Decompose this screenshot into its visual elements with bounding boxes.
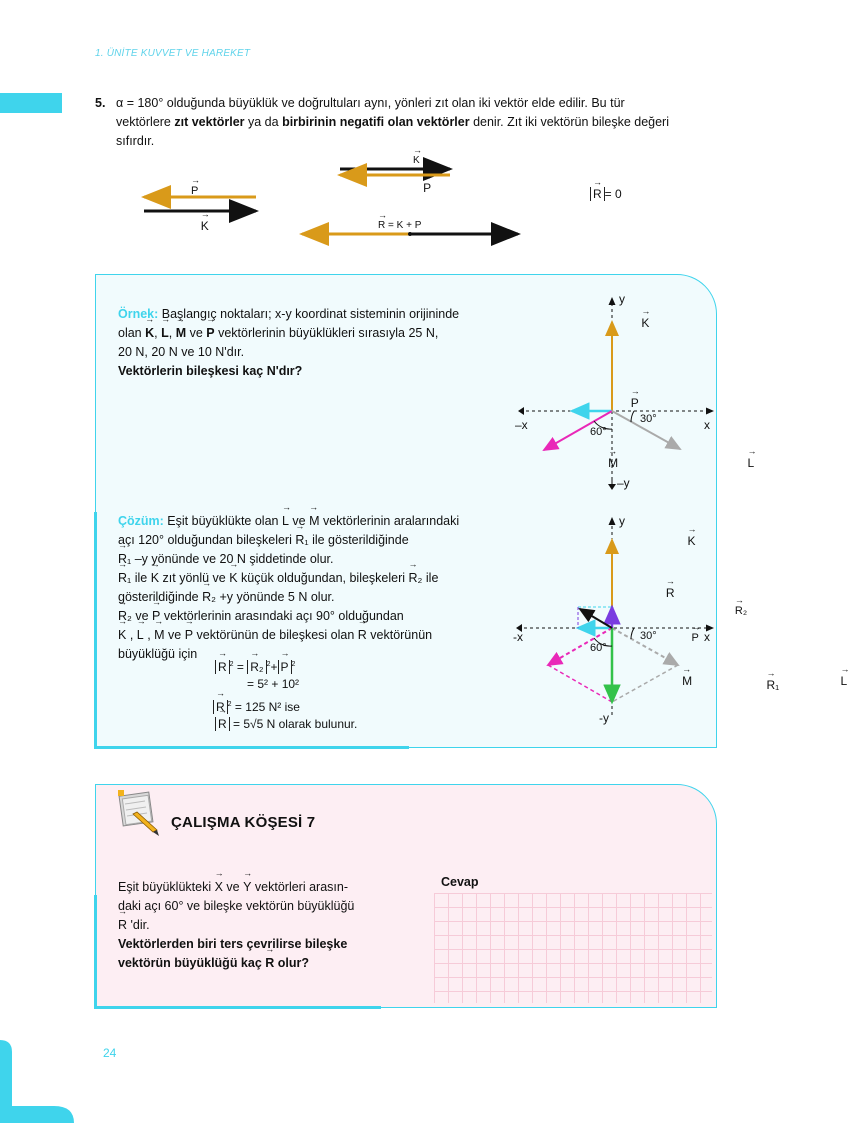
answer-label: Cevap	[441, 875, 479, 889]
equation-1: → R $^2$ = → R₂ $^2$+→ P $^2$	[215, 655, 295, 677]
workcorner-title: ÇALIŞMA KÖŞESİ 7	[171, 814, 316, 831]
example-negx-label: –x	[515, 418, 528, 432]
label-p-center: → P	[423, 181, 431, 195]
solution-p-label: → P	[691, 632, 698, 644]
section5-line3: sıfırdır.	[116, 134, 155, 148]
answer-grid[interactable]	[434, 893, 712, 1003]
example-y-label: y	[619, 292, 625, 306]
solution-l-label: → L	[841, 674, 848, 688]
example-angle30: 30°	[640, 413, 657, 425]
solution-k-label: → K	[688, 534, 696, 548]
example-question: Vektörlerin bileşkesi kaç N'dır?	[118, 364, 303, 378]
example-k-label: → K	[641, 316, 649, 330]
workcorner-question-2: vektörün büyüklüğü kaç → R olur?	[118, 954, 309, 973]
solution-title: Çözüm:	[118, 514, 164, 528]
equation-4: → R = 5√5 N olarak bulunur.	[215, 715, 357, 734]
example-negy-label: –y	[617, 476, 630, 490]
equation-2: = 5² + 10²	[247, 677, 300, 691]
label-k-center: → K	[413, 155, 420, 166]
example-box-left-accent	[94, 512, 97, 748]
label-resultant-sum: → R = K + P	[378, 220, 421, 231]
pencil-notebook-icon	[115, 790, 163, 838]
solution-angle60: 60°	[590, 642, 607, 654]
left-tab-marker	[0, 93, 62, 113]
bottom-left-corner-decoration	[0, 1040, 74, 1123]
solution-negy-label: -y	[599, 711, 609, 725]
opposite-vectors-diagram	[130, 145, 660, 250]
example-l-label: → L	[747, 456, 754, 470]
label-p-left: → P	[191, 185, 198, 197]
workcorner-left-accent	[94, 895, 97, 1008]
example-p-label: → P	[631, 396, 639, 410]
solution-negx-label: -x	[513, 630, 523, 644]
section5-line2: vektörlere zıt vektörler ya da birbirinin negatifi olan vektörler denir. Zıt iki vektörün bileşke değeri	[116, 115, 669, 129]
label-k-left: → K	[201, 219, 209, 233]
solution-r1-label: → R₁	[766, 678, 779, 692]
example-angle60: 60°	[590, 426, 607, 438]
example-m-label: → M	[608, 456, 618, 470]
example-title: Örnek:	[118, 307, 159, 321]
solution-x-label: x	[704, 630, 710, 644]
workcorner-question-1: Vektörlerden biri ters çevrilirse bileşke	[118, 937, 348, 951]
example-box-bottom-accent	[94, 746, 409, 749]
example-x-label: x	[704, 418, 710, 432]
solution-r2-label: → R₂	[735, 605, 747, 617]
solution-m-label: → M	[682, 674, 692, 688]
section5-line1: α = 180° olduğunda büyüklük ve doğrultuları aynı, yönleri zıt olan iki vektör elde edilir. Bu tür	[116, 96, 625, 110]
section5-number: 5.	[95, 96, 106, 110]
solution-angle30: 30°	[640, 630, 657, 642]
page-number: 24	[103, 1046, 117, 1060]
workcorner-bottom-accent	[94, 1006, 381, 1009]
unit-header: 1. ÜNİTE KUVVET VE HAREKET	[95, 48, 251, 59]
resultant-zero: → R = 0	[590, 187, 622, 201]
equation-3: → R $^2$ = 125 N² ise	[213, 695, 300, 717]
solution-r-label: → R	[666, 586, 675, 600]
solution-y-label: y	[619, 514, 625, 528]
